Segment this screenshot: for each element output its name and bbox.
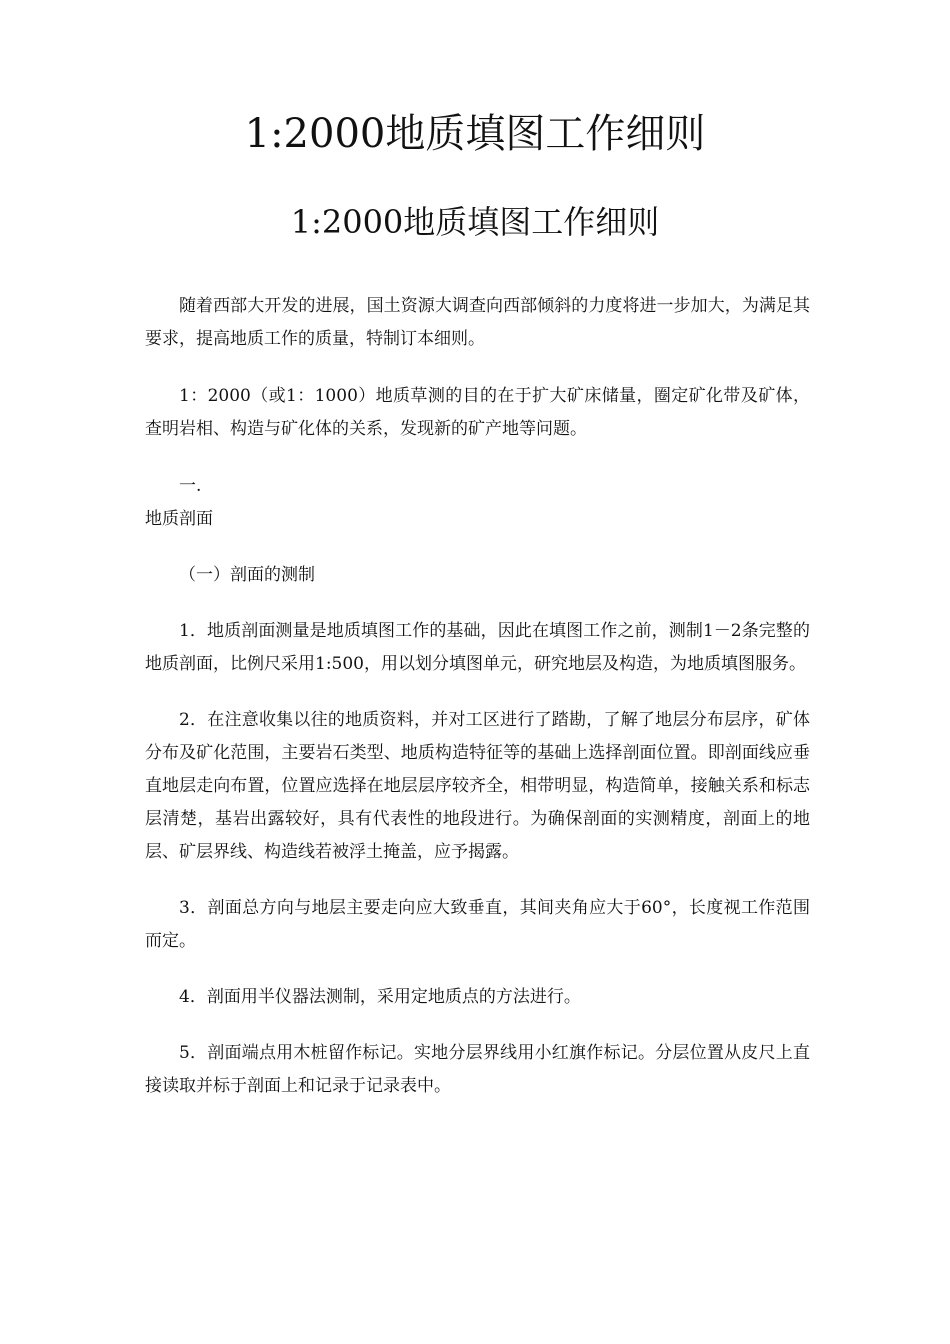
section-title: 地质剖面 (145, 509, 213, 529)
document-title: 1:2000地质填图工作细则 (244, 111, 706, 157)
list-item: 2．在注意收集以往的地质资料，并对工区进行了踏勘，了解了地层分布层序，矿体分布及矿化范围，主要岩石类型、地质构造特征等的基础上选择剖面位置。即剖面线应垂直地层走向布置，位置应选择在地层层序较齐全，相带明显，构造简单，接触关系和标志层清楚，基岩出露较好，具有代表性的地段进行。为确保剖面的实测精度，剖面上的地层、矿层界线、构造线若被浮土掩盖，应予揭露。 (145, 710, 810, 862)
intro-paragraph: 随着西部大开发的进展，国土资源大调查向西部倾斜的力度将进一步加大，为满足其要求，提高地质工作的质量，特制订本细则。 (145, 296, 810, 349)
list-item: 5．剖面端点用木桩留作标记。实地分层界线用小红旗作标记。分层位置从皮尺上直接读取并标于剖面上和记录于记录表中。 (145, 1043, 810, 1096)
purpose-paragraph: 1：2000（或1：1000）地质草测的目的在于扩大矿床储量，圈定矿化带及矿体，查明岩相、构造与矿化体的关系，发现新的矿产地等问题。 (145, 386, 810, 439)
subsection-title: （一）剖面的测制 (179, 565, 315, 585)
list-item: 3．剖面总方向与地层主要走向应大致垂直，其间夹角应大于60°，长度视工作范围而定。 (145, 898, 810, 951)
document-subtitle: 1:2000地质填图工作细则 (290, 203, 660, 241)
section-number: 一. (179, 476, 202, 496)
list-item: 1．地质剖面测量是地质填图工作的基础，因此在填图工作之前，测制1－2条完整的地质剖面，比例尺采用1:500，用以划分填图单元，研究地层及构造，为地质填图服务。 (145, 621, 810, 674)
document-body (145, 290, 810, 1103)
list-item: 4．剖面用半仪器法测制，采用定地质点的方法进行。 (179, 987, 581, 1007)
